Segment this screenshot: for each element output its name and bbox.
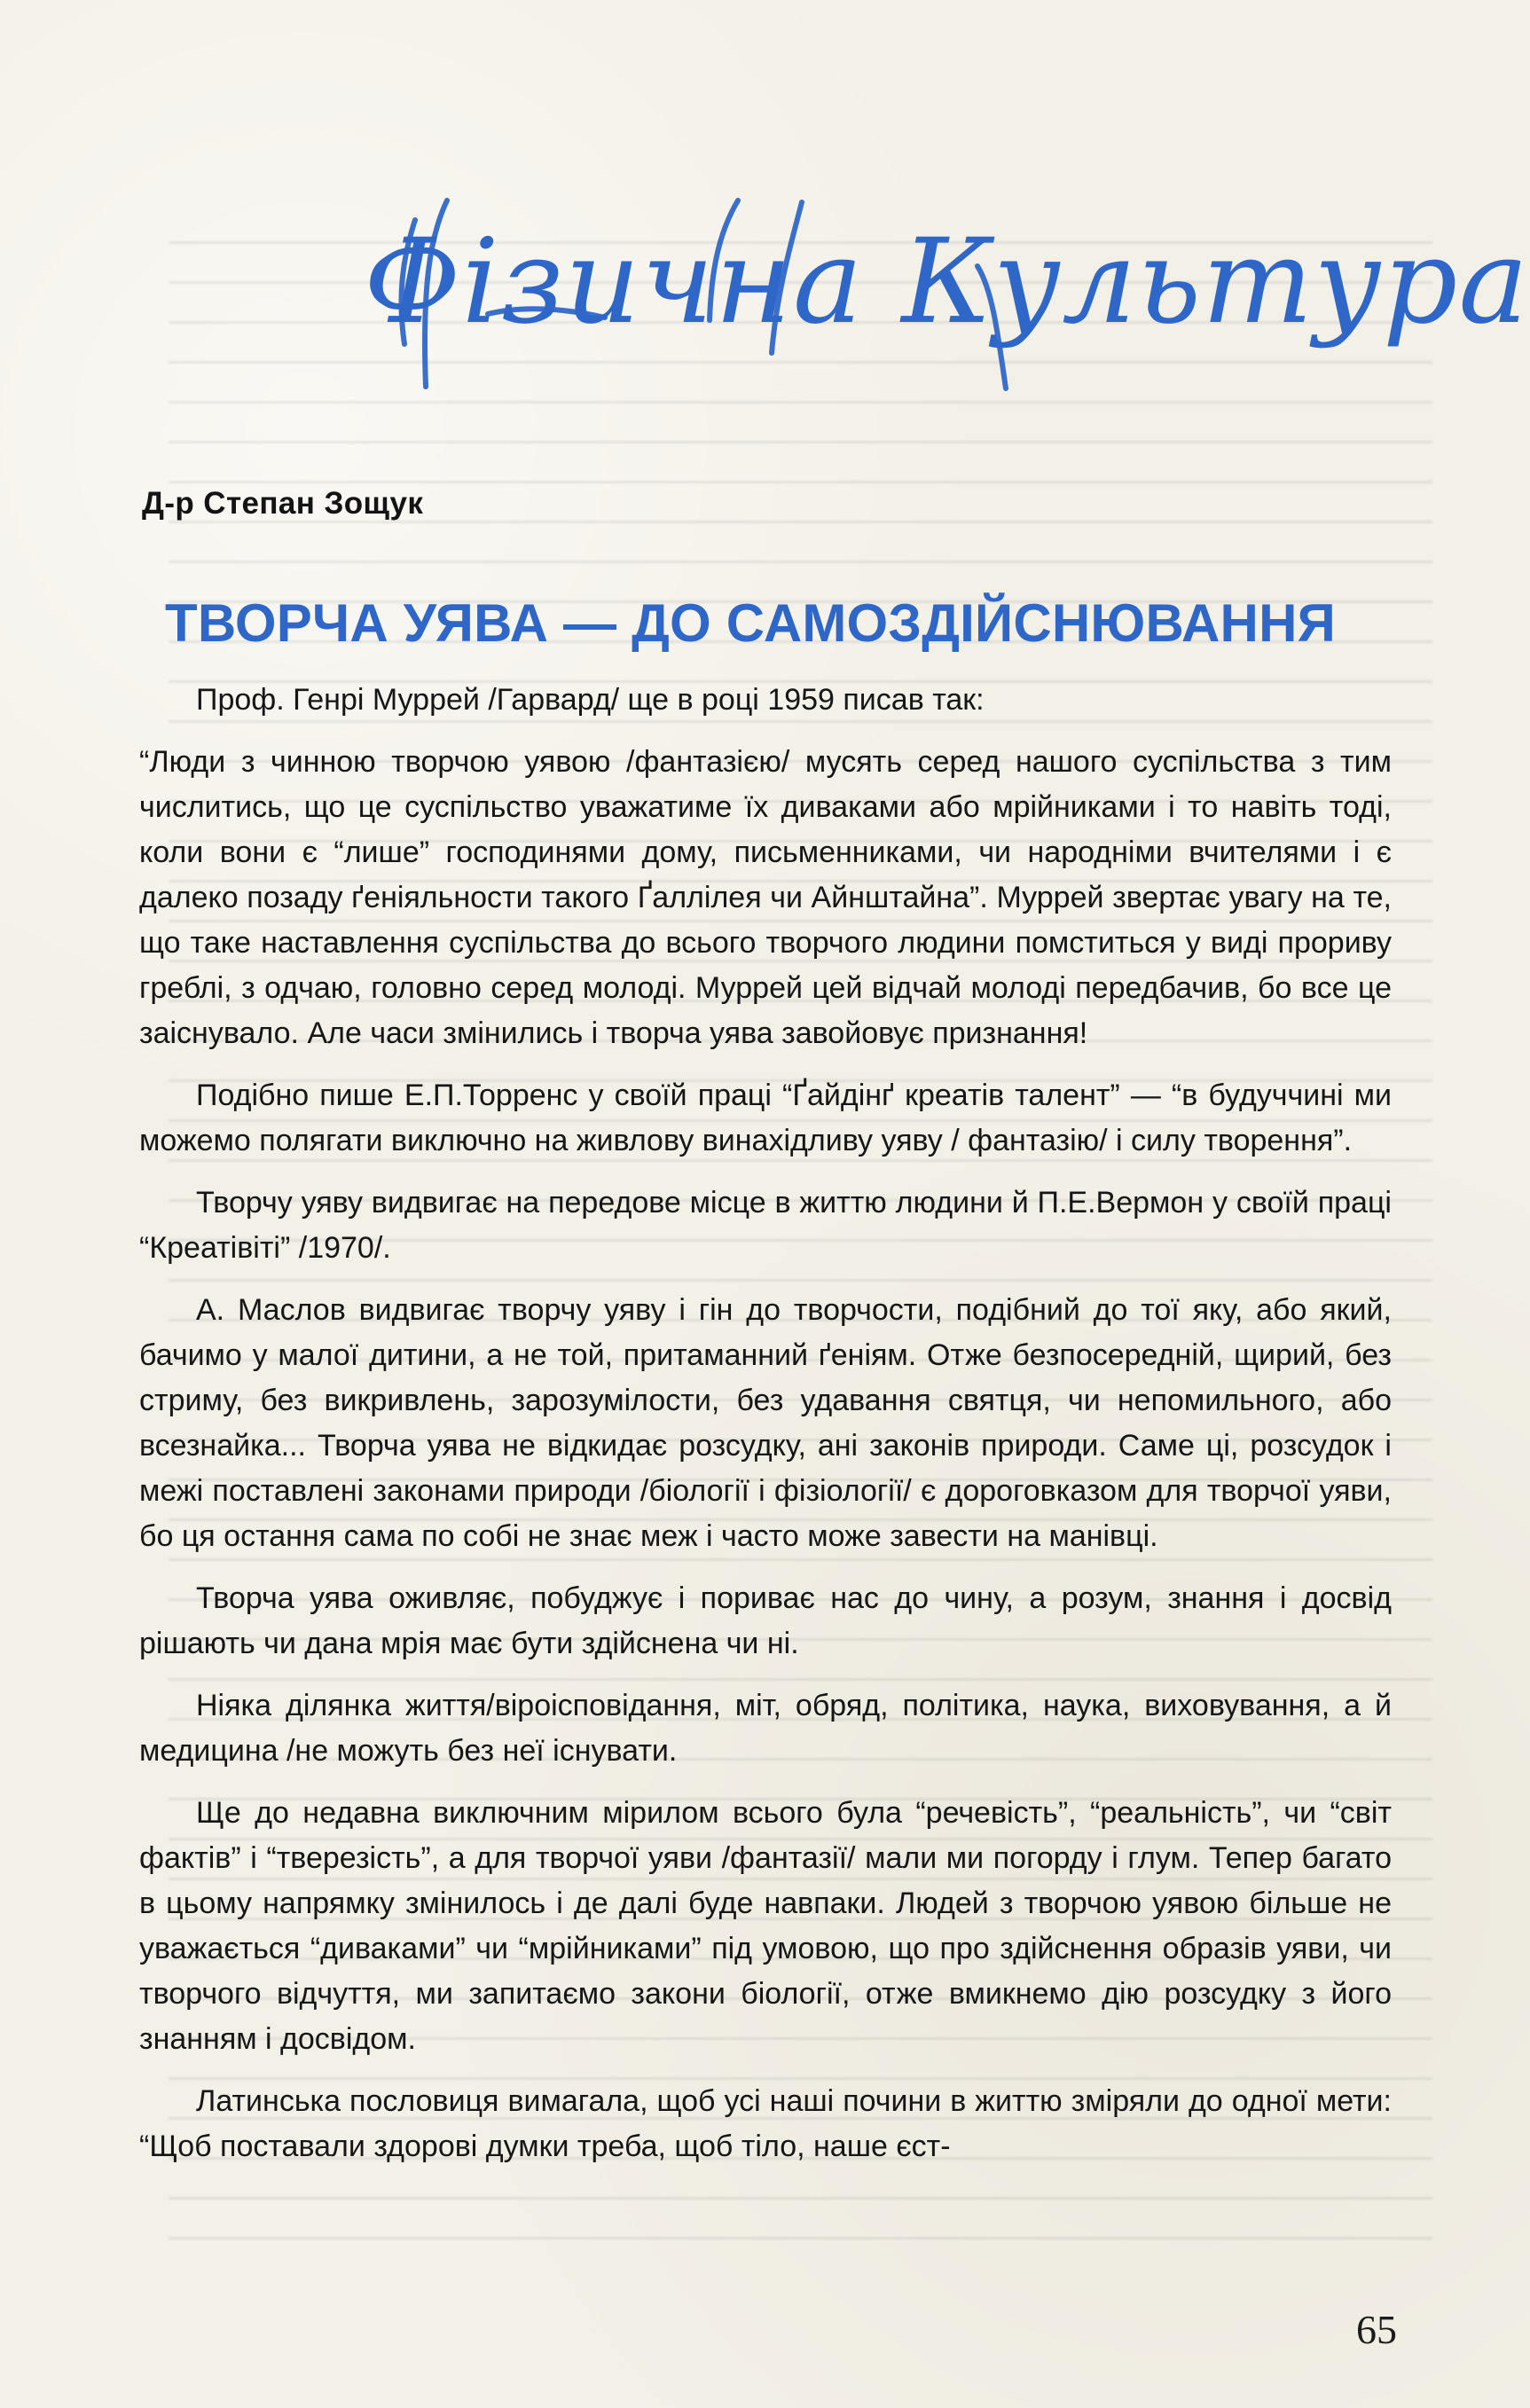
paragraph-2: “Люди з чинною творчою уявою /фантазією/ мусять серед нашого суспільства з тим числитись, що це суспільство уважатиме їх диваками або мрійниками і то навіть тоді, коли вони є “лише” господинями дому, письменниками, чи народніми вчителями і є далеко позаду ґеніяльности такого Ґаллілея чи Айнштайна”. Муррей звертає увагу на те, що таке наставлення суспільства до всього творчого людини помститься у виді прориву греблі, з одчаю, головно серед молоді. Муррей цей відчай молоді передбачив, бо все це заіснувало. Але часи змінились і творча уява завойовує признання! [139, 745, 1392, 1050]
paragraph-3: Подібно пише Е.П.Торренс у своїй праці “Ґайдінґ креатів талент” — “в будуччині ми можемо полягати виключно на живлову винахідливу уяву / фантазію/ і силу творення”. [139, 1079, 1392, 1157]
article-body [139, 678, 1392, 2186]
handwritten-section-title [355, 184, 1530, 424]
article-title: ТВОРЧА УЯВА — ДО САМОЗДІЙСНЮВАННЯ [165, 593, 1336, 653]
paragraph-9: Латинська пословиця вимагала, щоб усі наші почини в життю зміряли до одної мети: “Щоб поставали здорові думки треба, щоб тіло, наше єст- [139, 2084, 1392, 2163]
paragraph-4: Творчу уяву видвигає на передове місце в життю людини й П.Е.Вермон у своїй праці “Креатівіті” /1970/. [139, 1186, 1392, 1265]
paragraph-8: Ще до недавна виключним мірилом всього була “речевість”, “реальність”, чи “світ фактів” і “тверезість”, а для творчої уяви /фантазії/ мали ми погорду і глум. Тепер багато в цьому напрямку змінилось і де далі буде навпаки. Людей з творчою уявою більше не уважається “диваками” чи “мрійниками” під умовою, що про здійснення образів уяви, чи творчого відчуття, ми запитаємо закони біології, отже вмикнемо дію розсудку з його знанням і досвідом. [139, 1796, 1392, 2056]
author-name: Д-р Степан Зощук [142, 486, 424, 521]
paragraph-7: Ніяка ділянка життя/віроісповідання, міт, обряд, політика, наука, виховування, а й медицина /не можуть без неї існувати. [139, 1689, 1392, 1768]
paragraph-6: Творча уява оживляє, побуджує і пориває нас до чину, а розум, знання і досвід рішають чи дана мрія має бути здійснена чи ні. [139, 1581, 1392, 1660]
paragraph-1: Проф. Генрі Муррей /Гарвард/ ще в році 1959 писав так: [196, 683, 985, 717]
section-title-script: Фізична Культура [364, 214, 1530, 350]
page-number: 65 [1356, 2307, 1397, 2352]
paragraph-5: А. Маслов видвигає творчу уяву і гін до творчости, подібний до тої яку, або який, бачимо у малої дитини, а не той, притаманний ґеніям. Отже безпосередній, щирий, без стриму, без викривлень, зарозумілости, без удавання святця, чи непомильного, або всезнайка... Творча уява не відкидає розсудку, ані законів природи. Саме ці, розсудок і межі поставлені законами природи /біології і фізіології/ є дороговказом для творчої уяви, бо ця остання сама по собі не знає меж і часто може завести на манівці. [139, 1293, 1392, 1553]
